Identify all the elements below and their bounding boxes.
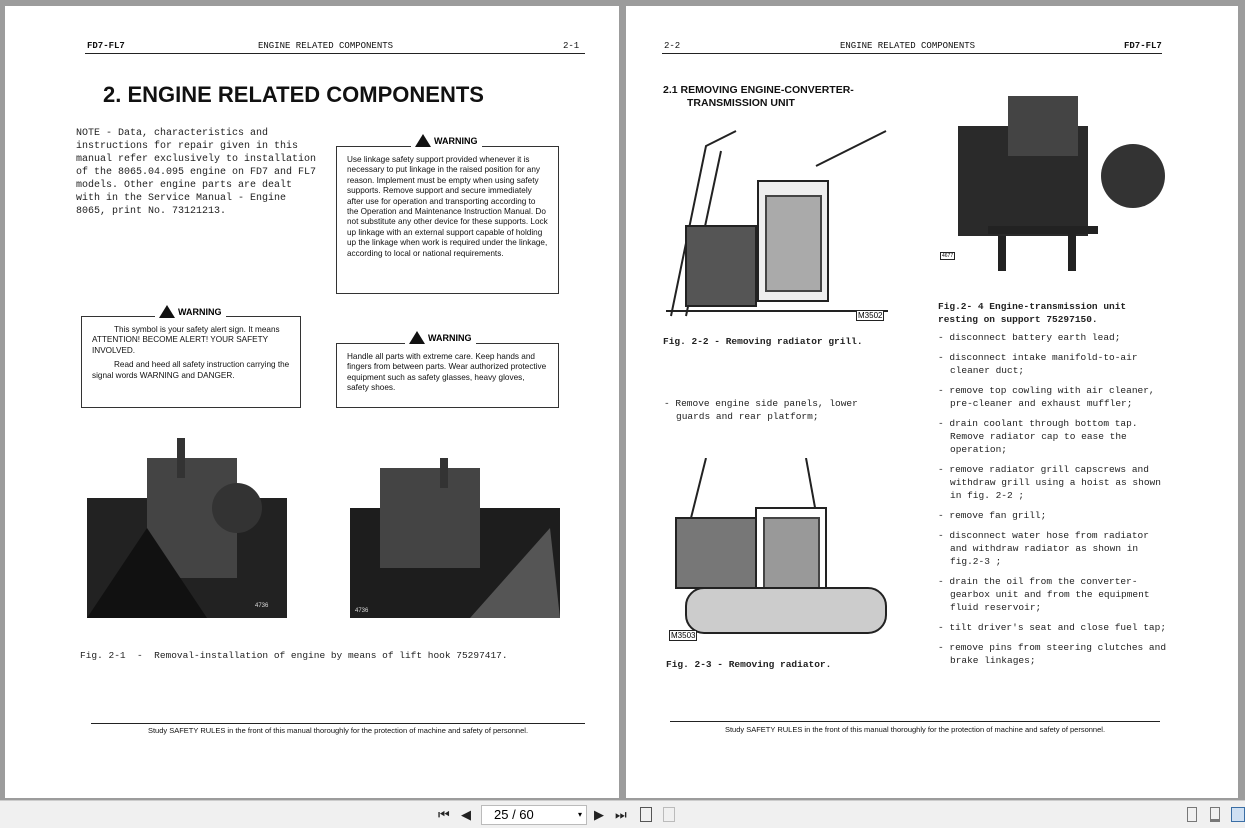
figure-caption: Fig. 2-1 - Removal-installation of engine by means of lift hook 75297417. xyxy=(80,650,508,661)
chevron-down-icon: ▾ xyxy=(577,810,582,819)
step-item: - remove pins from steering clutches and brake linkages; xyxy=(938,642,1167,666)
warning-text: Use linkage safety support provided whenever it is necessary to put linkage in the raised position for any reason. Implement must be empty when using safety supports. Remove support and secure immediately after use for operation and transporting according to the Operation and Maintenance Instruction Manual. Do not substitute any other device for these supports. Lock up linkage with an external support capable of holding up the linkage when work is required under the linkage, according to local or national requirements. xyxy=(347,155,548,258)
warning-heading xyxy=(411,134,482,147)
section-title-line: TRANSMISSION UNIT xyxy=(687,97,795,109)
footer-text: Study SAFETY RULES in the front of this manual thoroughly for the protection of machine and safety of personnel. xyxy=(724,725,1106,734)
header-center: ENGINE RELATED COMPONENTS xyxy=(840,41,976,51)
first-page-button[interactable]: ⏮ xyxy=(438,807,450,822)
step-text: - Remove engine side panels, lower guards and rear platform; xyxy=(664,398,858,422)
warning-triangle-icon xyxy=(159,305,175,318)
next-page-button[interactable]: ▶ xyxy=(594,807,604,822)
page-selector[interactable] xyxy=(481,805,587,825)
warning-label: WARNING xyxy=(434,135,478,146)
steps-list xyxy=(938,331,1168,674)
engine-photo-2 xyxy=(350,458,560,618)
page-number-value: 25 / 60 xyxy=(494,807,534,822)
photo-code: 4736 xyxy=(255,603,269,609)
step-item: - disconnect battery earth lead; xyxy=(938,332,1121,343)
figure-2-3-drawing xyxy=(666,458,891,646)
figure-2-2-drawing xyxy=(666,126,888,326)
warning-box-handling xyxy=(336,343,559,408)
warning-text: This symbol is your safety alert sign. It means ATTENTION! BECOME ALERT! YOUR SAFETY INVOLVED. xyxy=(92,325,280,355)
single-page-view-icon[interactable] xyxy=(1187,807,1197,822)
header-right: FD7-FL7 xyxy=(1124,41,1162,51)
footer-rule xyxy=(91,723,585,724)
engine-photo-1 xyxy=(87,438,287,618)
continuous-view-icon[interactable] xyxy=(1210,807,1220,822)
warning-box-symbol xyxy=(81,316,301,408)
warning-triangle-icon xyxy=(409,331,425,344)
footer-rule xyxy=(670,721,1160,722)
left-page xyxy=(5,6,619,798)
figure-caption: Fig. 2-2 - Removing radiator grill. xyxy=(663,336,863,347)
step-item: - remove radiator grill capscrews and withdraw grill using a hoist as shown in fig. 2-2 ; xyxy=(938,464,1161,501)
figure-caption: Fig.2- 4 Engine-transmission unit resting on support 75297150. xyxy=(938,301,1127,325)
warning-text: Read and heed all safety instruction carrying the signal words WARNING and DANGER. xyxy=(92,360,290,380)
header-rule xyxy=(85,53,585,54)
figure-caption: Fig. 2-3 - Removing radiator. xyxy=(666,659,832,670)
two-page-view-icon[interactable] xyxy=(1231,807,1245,822)
viewer-toolbar xyxy=(0,800,1245,828)
right-page xyxy=(626,6,1238,798)
figure-code: M3502 xyxy=(858,311,883,320)
step-item: - disconnect water hose from radiator and withdraw radiator as shown in fig.2-3 ; xyxy=(938,530,1149,567)
step-item: - tilt driver's seat and close fuel tap; xyxy=(938,622,1167,633)
figure-code: M3503 xyxy=(671,631,696,640)
step-item: - remove top cowling with air cleaner, pre-cleaner and exhaust muffler; xyxy=(938,385,1155,409)
step-item: - drain the oil from the converter-gearbox unit and from the equipment fluid reservoir; xyxy=(938,576,1150,613)
note-text: NOTE - Data, characteristics and instructions for repair given in this manual refer exclusively to installation of the 8065.04.095 engine on FD7 and FL7 models. Other engine parts are dealt with in the Service Manual - Engine 8065, print No. 73121213. xyxy=(76,128,317,217)
warning-label: WARNING xyxy=(428,332,472,343)
step-item: - disconnect intake manifold-to-air cleaner duct; xyxy=(938,352,1138,376)
figure-code: 4677 xyxy=(942,253,954,259)
previous-page-button[interactable]: ◀ xyxy=(461,807,471,822)
section-title xyxy=(663,84,854,110)
header-right: 2-1 xyxy=(563,41,580,51)
warning-triangle-icon xyxy=(415,134,431,147)
footer-text: Study SAFETY RULES in the front of this manual thoroughly for the protection of machine and safety of personnel. xyxy=(147,726,529,735)
header-left: FD7-FL7 xyxy=(87,41,125,51)
paste-icon[interactable] xyxy=(663,807,675,822)
page-title: 2. ENGINE RELATED COMPONENTS xyxy=(103,82,484,107)
header-rule xyxy=(662,53,1162,54)
header-left: 2-2 xyxy=(664,41,681,51)
photo-code: 4736 xyxy=(355,608,369,614)
warning-heading xyxy=(155,305,226,318)
step-item: - drain coolant through bottom tap. Remove radiator cap to ease the operation; xyxy=(938,418,1138,455)
last-page-button[interactable]: ⏭ xyxy=(615,807,627,822)
warning-text: Handle all parts with extreme care. Keep hands and fingers from between parts. Wear authorized protective equipment such as safety glasses, heavy gloves, safety shoes. xyxy=(347,352,547,393)
figure-2-4-photo xyxy=(938,86,1168,276)
step-item: - remove fan grill; xyxy=(938,510,1047,521)
warning-heading xyxy=(405,331,476,344)
warning-label: WARNING xyxy=(178,306,222,317)
warning-box-linkage xyxy=(336,146,559,294)
header-center: ENGINE RELATED COMPONENTS xyxy=(258,41,394,51)
section-title-line: 2.1 REMOVING ENGINE-CONVERTER- xyxy=(663,84,854,96)
copy-icon[interactable] xyxy=(640,807,652,822)
